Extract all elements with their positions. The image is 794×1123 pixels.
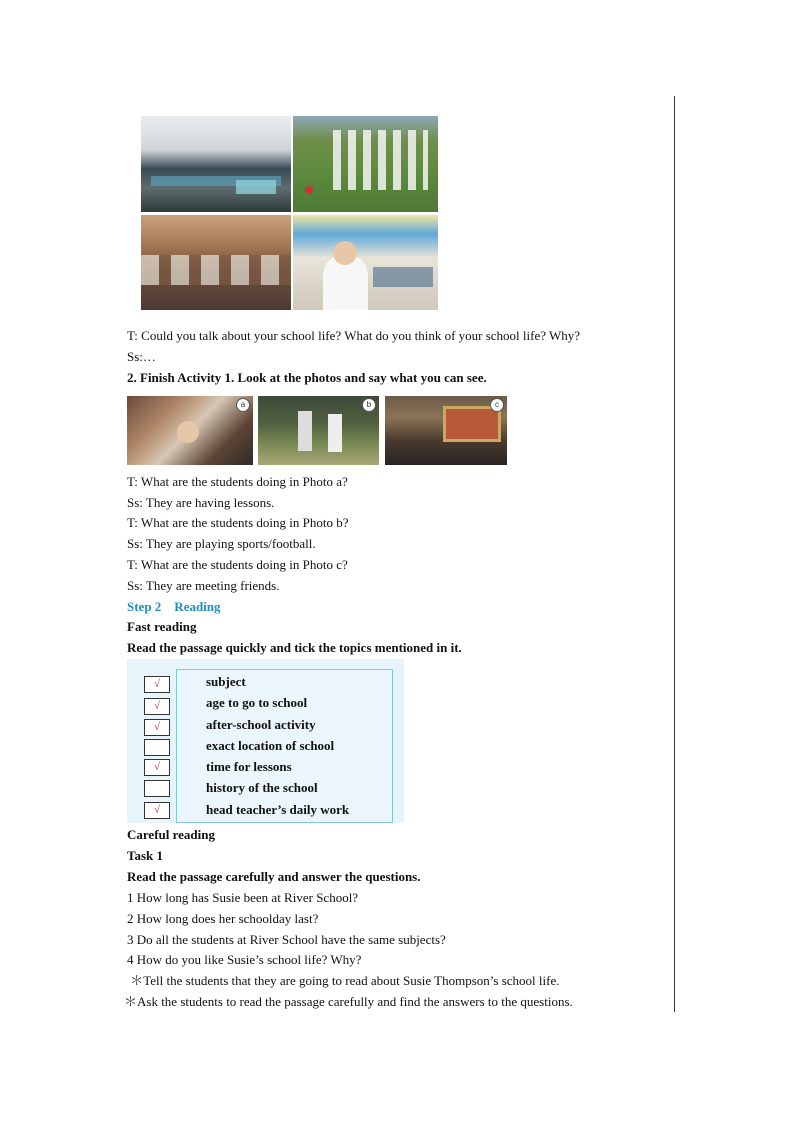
careful-reading-instruction: Read the passage carefully and answer the questions. — [127, 869, 421, 884]
raising-hand-photo — [293, 215, 438, 310]
question-item: 4 How do you like Susie’s school life? Why? — [127, 952, 362, 967]
step2-heading: Step 2 Reading — [127, 599, 221, 614]
topic-label: head teacher’s daily work — [206, 802, 350, 817]
photo-b — [258, 396, 379, 465]
question-item: 1 How long has Susie been at River School? — [127, 890, 359, 905]
teaching-note: ＊Tell the students that they are going to read about Susie Thompson’s school life. — [127, 973, 560, 988]
teaching-note: ＊Ask the students to read the passage carefully and find the answers to the questions. — [124, 994, 573, 1009]
topic-checkbox[interactable]: √ — [144, 698, 170, 715]
topic-label: time for lessons — [206, 759, 292, 774]
dialogue-line: Ss: They are meeting friends. — [127, 578, 280, 593]
right-margin-rule — [674, 96, 675, 1012]
topic-checkbox[interactable]: √ — [144, 802, 170, 819]
teacher-question: T: Could you talk about your school life? What do you think of your school life? Why? — [127, 328, 581, 343]
careful-reading-heading: Careful reading — [127, 827, 215, 842]
topic-label: after-school activity — [206, 717, 316, 732]
photo-label-c: c — [490, 398, 504, 412]
topic-label: history of the school — [206, 780, 318, 795]
topic-checklist — [127, 659, 404, 823]
topic-label: age to go to school — [206, 695, 308, 710]
classroom-lab-photo — [141, 116, 291, 212]
task1-heading: Task 1 — [127, 848, 164, 863]
topic-checkbox[interactable]: √ — [144, 676, 170, 693]
photo-c — [385, 396, 507, 465]
fast-reading-heading: Fast reading — [127, 619, 197, 634]
dialogue-line: Ss: They are having lessons. — [127, 495, 275, 510]
fast-reading-instruction: Read the passage quickly and tick the topics mentioned in it. — [127, 640, 462, 655]
topic-checkbox[interactable] — [144, 739, 170, 756]
topic-checkbox[interactable] — [144, 780, 170, 797]
sports-field-photo — [293, 116, 438, 212]
classroom-desks-photo — [141, 215, 291, 310]
school-life-photo-collage — [141, 116, 438, 310]
students-reply: Ss:… — [127, 349, 156, 364]
dialogue-line: Ss: They are playing sports/football. — [127, 536, 316, 551]
topic-label: subject — [206, 674, 246, 689]
photo-label-a: a — [236, 398, 250, 412]
question-item: 3 Do all the students at River School have the same subjects? — [127, 932, 446, 947]
question-item: 2 How long does her schoolday last? — [127, 911, 319, 926]
dialogue-line: T: What are the students doing in Photo b? — [127, 515, 349, 530]
photo-label-b: b — [362, 398, 376, 412]
dialogue-line: T: What are the students doing in Photo a? — [127, 474, 348, 489]
dialogue-line: T: What are the students doing in Photo c? — [127, 557, 348, 572]
activity-heading: 2. Finish Activity 1. Look at the photos and say what you can see. — [127, 370, 487, 385]
topic-checkbox[interactable]: √ — [144, 719, 170, 736]
topic-checkbox[interactable]: √ — [144, 759, 170, 776]
topic-label: exact location of school — [206, 738, 335, 753]
photo-a — [127, 396, 253, 465]
